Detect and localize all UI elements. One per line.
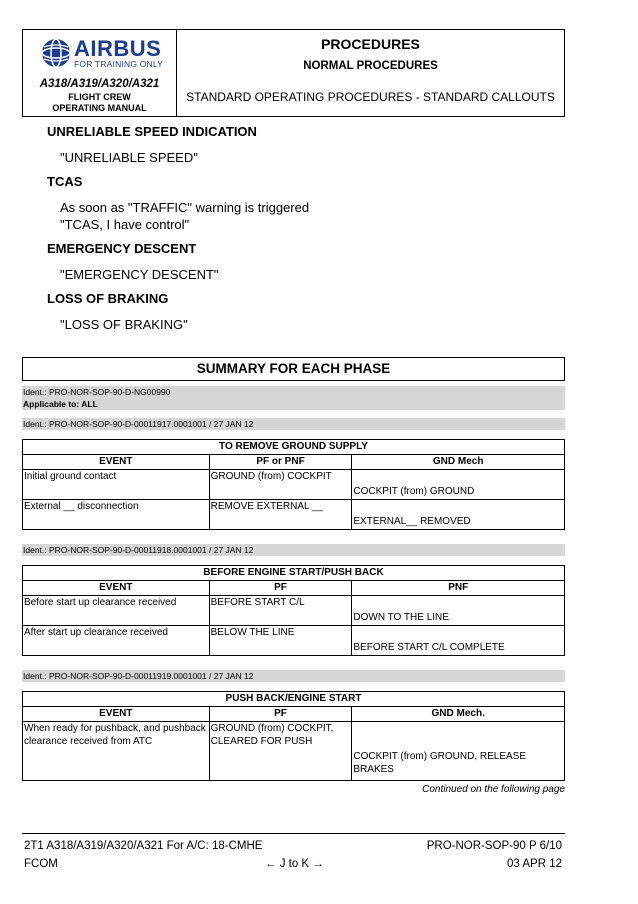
column-header: PF or PNF	[209, 455, 352, 470]
table-row	[23, 470, 565, 500]
table-ident	[22, 418, 565, 430]
table-row	[23, 626, 565, 656]
airbus-logo	[40, 36, 170, 72]
table-row	[23, 500, 565, 530]
table-row	[23, 596, 565, 626]
response-cell	[352, 500, 565, 530]
callout-line: "UNRELIABLE SPEED"	[60, 150, 198, 165]
page-subtitle: NORMAL PROCEDURES	[303, 60, 438, 72]
callout-title: UNRELIABLE SPEED INDICATION	[47, 124, 257, 139]
table-ident	[22, 670, 565, 682]
column-header: GND Mech.	[352, 707, 565, 722]
pf-cell: GROUND (from) COCKPIT	[209, 470, 352, 500]
ident-text: Ident.: PRO-NOR-SOP-90-D-NG00990	[23, 387, 171, 397]
response-text: EXTERNAL__ REMOVED	[353, 516, 471, 527]
footer-aircraft: 2T1 A318/A319/A320/A321 For A/C: 18-CMHE	[24, 840, 263, 852]
column-header: GND Mech	[352, 455, 565, 470]
procedure-table	[22, 439, 565, 530]
header-left-panel	[23, 30, 177, 116]
logo-wordmark: AIRBUS	[74, 36, 162, 61]
aircraft-types: A318/A319/A320/A321	[39, 78, 160, 90]
pf-cell: BEFORE START C/L	[209, 596, 352, 626]
pf-cell: GROUND (from) COCKPIT, CLEARED FOR PUSH	[209, 722, 352, 781]
header-right-panel	[177, 30, 564, 116]
column-header: PF	[209, 581, 352, 596]
manual-name-line1: FLIGHT CREW	[68, 92, 131, 102]
column-header: EVENT	[23, 707, 210, 722]
callout-title: TCAS	[47, 174, 83, 189]
callout-title: LOSS OF BRAKING	[47, 291, 169, 306]
applicable-text: Applicable to: ALL	[23, 399, 98, 409]
response-text: DOWN TO THE LINE	[353, 612, 449, 623]
event-cell: Before start up clearance received	[23, 596, 210, 626]
callout-line: "TCAS, I have control"	[60, 217, 190, 232]
summary-title: SUMMARY FOR EACH PHASE	[22, 357, 565, 381]
table-title: BEFORE ENGINE START/PUSH BACK	[23, 566, 565, 581]
callout-unreliable-speed	[47, 124, 309, 166]
response-cell	[352, 596, 565, 626]
page-header	[22, 29, 565, 117]
table-row	[23, 722, 565, 781]
ident-text: Ident.: PRO-NOR-SOP-90-D-00011917.0001001 / 27 JAN 12	[23, 419, 254, 429]
callout-loss-of-braking	[47, 291, 309, 333]
response-cell	[352, 470, 565, 500]
callout-title: EMERGENCY DESCENT	[47, 241, 197, 256]
footer-manual: FCOM	[24, 858, 58, 870]
footer-revision: ← J to K →	[265, 858, 324, 870]
callout-line: "EMERGENCY DESCENT"	[60, 267, 219, 282]
column-header: PNF	[352, 581, 565, 596]
event-cell: External __ disconnection	[23, 500, 210, 530]
summary-ident-block	[22, 386, 565, 410]
callout-emergency-descent	[47, 241, 309, 283]
ident-text: Ident.: PRO-NOR-SOP-90-D-00011919.0001001 / 27 JAN 12	[23, 671, 254, 681]
callout-tcas	[47, 174, 309, 233]
footer-divider	[22, 833, 565, 834]
table-title: PUSH BACK/ENGINE START	[23, 692, 565, 707]
event-cell: Initial ground contact	[23, 470, 210, 500]
response-cell	[352, 722, 565, 781]
column-header: PF	[209, 707, 352, 722]
callout-line: "LOSS OF BRAKING"	[60, 317, 188, 332]
column-header: EVENT	[23, 581, 210, 596]
airbus-globe-icon	[40, 37, 72, 69]
ident-text: Ident.: PRO-NOR-SOP-90-D-00011918.0001001 / 27 JAN 12	[23, 545, 254, 555]
procedure-table	[22, 565, 565, 656]
response-cell	[352, 626, 565, 656]
pf-cell: REMOVE EXTERNAL __	[209, 500, 352, 530]
continued-note: Continued on the following page	[422, 784, 565, 795]
response-text: BEFORE START C/L COMPLETE	[353, 642, 505, 653]
callout-line: As soon as "TRAFFIC" warning is triggered	[60, 200, 310, 215]
page-title: PROCEDURES	[321, 36, 420, 52]
pf-cell: BELOW THE LINE	[209, 626, 352, 656]
logo-subtitle: FOR TRAINING ONLY	[74, 59, 164, 69]
manual-name-line2: OPERATING MANUAL	[52, 103, 147, 113]
footer-date: 03 APR 12	[507, 858, 562, 870]
column-header: EVENT	[23, 455, 210, 470]
response-text: COCKPIT (from) GROUND	[353, 486, 475, 497]
table-ident	[22, 544, 565, 556]
response-text: COCKPIT (from) GROUND, RELEASE BRAKES	[353, 751, 527, 775]
table-title: TO REMOVE GROUND SUPPLY	[23, 440, 565, 455]
footer-page-ref: PRO-NOR-SOP-90 P 6/10	[426, 840, 562, 852]
callouts-section	[47, 124, 309, 333]
event-cell: After start up clearance received	[23, 626, 210, 656]
section-title: STANDARD OPERATING PROCEDURES - STANDARD CALLOUTS	[186, 90, 555, 104]
event-cell: When ready for pushback, and pushback clearance received from ATC	[23, 722, 210, 781]
procedure-table	[22, 691, 565, 781]
